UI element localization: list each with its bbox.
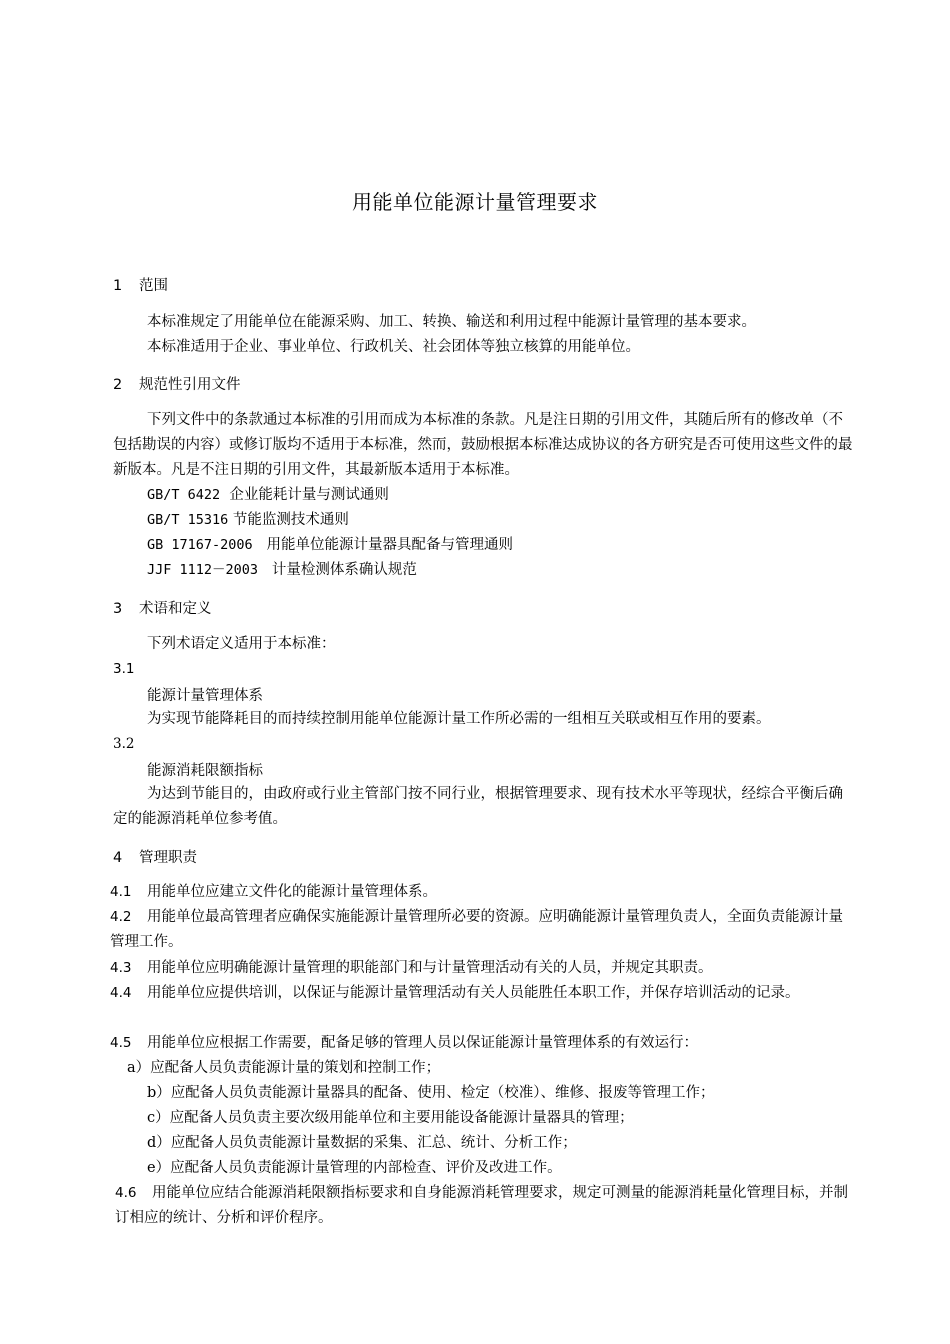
section-4-heading (113, 846, 197, 867)
section-2-heading (113, 373, 241, 394)
section-1-heading (113, 274, 168, 295)
paragraph: 本标准适用于企业、事业单位、行政机关、社会团体等独立核算的用能单位。 (147, 339, 640, 355)
section-title: 规范性引用文件 (139, 377, 241, 393)
section-number: 4 (113, 850, 123, 866)
section-title: 术语和定义 (139, 601, 212, 617)
term-name: 能源计量管理体系 (147, 688, 263, 704)
clause-4-5: 4.5 用能单位应根据工作需要，配备足够的管理人员以保证能源计量管理体系的有效运行： (110, 1035, 698, 1051)
term-name: 能源消耗限额指标 (147, 763, 263, 779)
clause-4-1: 4.1 用能单位应建立文件化的能源计量管理体系。 (110, 884, 437, 900)
section-number: 1 (113, 278, 123, 294)
reference-item: GB/T 15316 节能监测技术通则 (147, 512, 349, 528)
clause-4-4: 4.4 用能单位应提供培训，以保证与能源计量管理活动有关人员能胜任本职工作，并保存培训活动的记录。 (110, 985, 800, 1001)
list-item: e）应配备人员负责能源计量管理的内部检查、评价及改进工作。 (147, 1160, 562, 1176)
paragraph: 下列文件中的条款通过本标准的引用而成为本标准的条款。凡是注日期的引用文件，其随后所有的修改单（不包括勘误的内容）或修订版均不适用于本标准，然而，鼓励根据本标准达成协议的各方研究是否可使用这些文件的最新版本。凡是不注日期的引用文件，其最新版本适用于本标准。 (113, 412, 853, 478)
reference-item: JJF 1112－2003 计量检测体系确认规范 (147, 562, 417, 578)
term-number: 3.2 (113, 736, 135, 752)
section-number: 3 (113, 601, 123, 617)
paragraph: 本标准规定了用能单位在能源采购、加工、转换、输送和利用过程中能源计量管理的基本要求。 (147, 314, 756, 330)
clause-4-3: 4.3 用能单位应明确能源计量管理的职能部门和与计量管理活动有关的人员，并规定其职责。 (110, 960, 713, 976)
reference-item: GB/T 6422 企业能耗计量与测试通则 (147, 487, 389, 503)
list-item: a）应配备人员负责能源计量的策划和控制工作； (127, 1060, 441, 1076)
section-3-heading (113, 597, 212, 618)
list-item: b）应配备人员负责能源计量器具的配备、使用、检定（校准）、维修、报废等管理工作； (147, 1085, 715, 1101)
term-definition: 为实现节能降耗目的而持续控制用能单位能源计量工作所必需的一组相互关联或相互作用的要素。 (147, 711, 771, 727)
clause-4-6: 4.6 用能单位应结合能源消耗限额指标要求和自身能源消耗管理要求，规定可测量的能源消耗量化管理目标，并制订相应的统计、分析和评价程序。 (115, 1185, 848, 1226)
paragraph: 下列术语定义适用于本标准： (147, 636, 336, 652)
section-title: 管理职责 (139, 850, 197, 866)
section-number: 2 (113, 377, 123, 393)
document-title: 用能单位能源计量管理要求 (352, 190, 598, 214)
list-item: c）应配备人员负责主要次级用能单位和主要用能设备能源计量器具的管理； (147, 1110, 634, 1126)
term-number: 3.1 (113, 661, 135, 677)
list-item: d）应配备人员负责能源计量数据的采集、汇总、统计、分析工作； (147, 1135, 577, 1151)
reference-item: GB 17167-2006 用能单位能源计量器具配备与管理通则 (147, 537, 513, 553)
section-title: 范围 (139, 278, 168, 294)
term-definition: 为达到节能目的，由政府或行业主管部门按不同行业，根据管理要求、现有技术水平等现状，经综合平衡后确定的能源消耗单位参考值。 (113, 786, 843, 827)
clause-4-2: 4.2 用能单位最高管理者应确保实施能源计量管理所必要的资源。应明确能源计量管理负责人，全面负责能源计量管理工作。 (110, 909, 843, 950)
